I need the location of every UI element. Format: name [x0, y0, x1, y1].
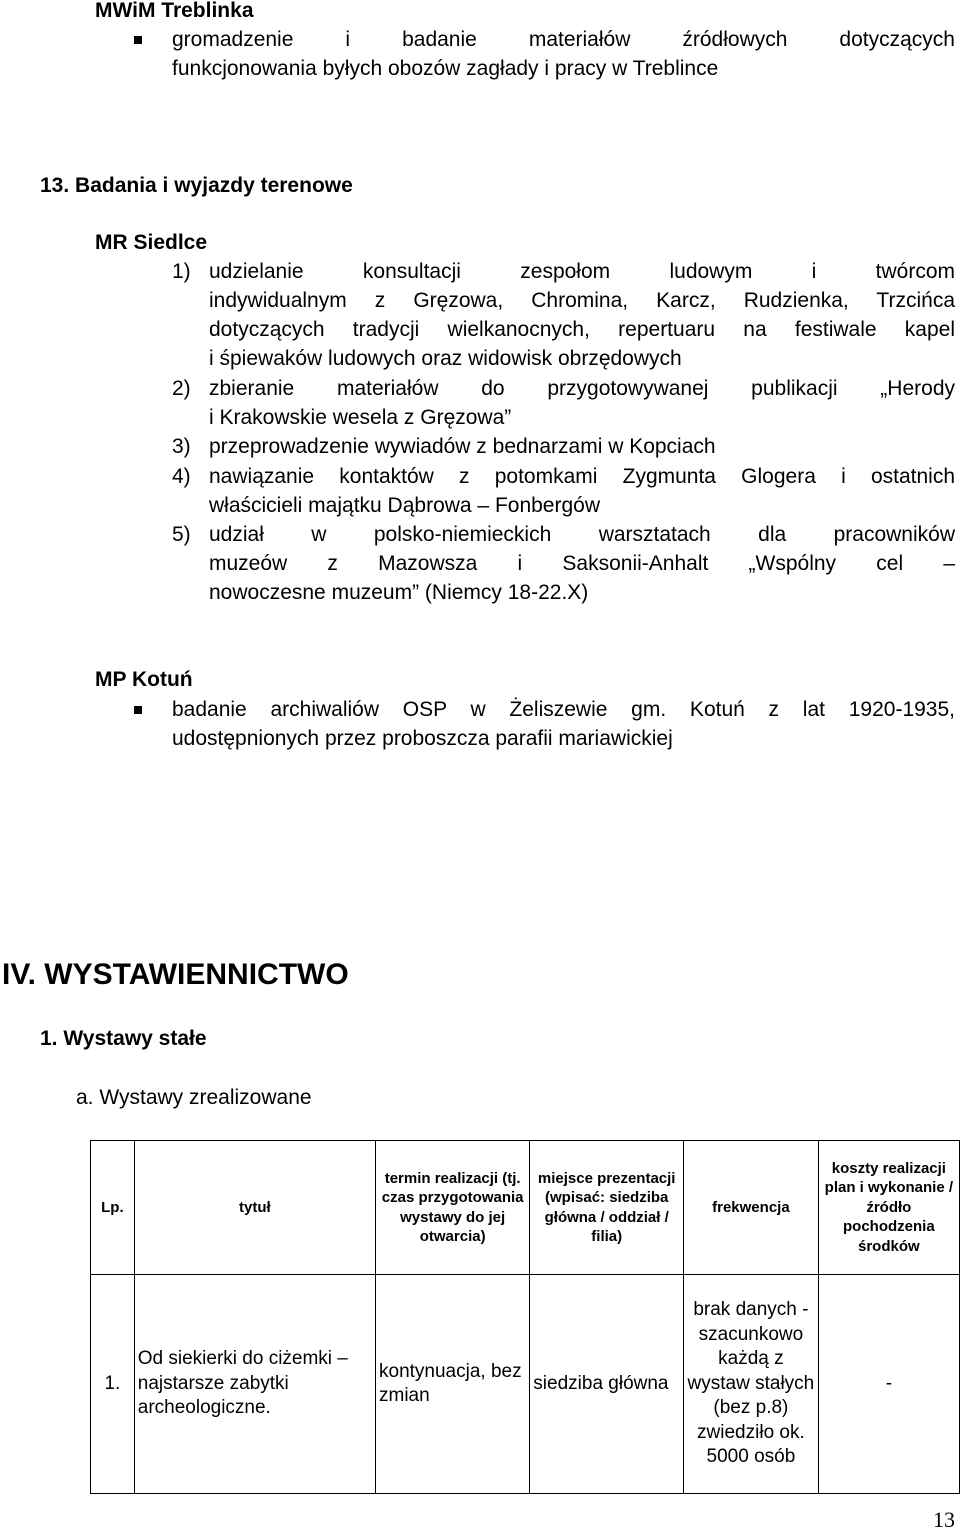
- section-iv-title: IV. WYSTAWIENNICTWO: [2, 958, 349, 991]
- cell-cost: -: [818, 1275, 959, 1494]
- list-item-number: 2): [172, 377, 191, 400]
- table-header-row: [91, 1141, 960, 1275]
- subsubsection-title: a. Wystawy zrealizowane: [76, 1086, 312, 1109]
- header-term: termin realizacji (tj. czas przygotowania wystawy do jej otwarcia): [376, 1141, 530, 1275]
- cell-title: Od siekierki do ciżemki – najstarsze zabytki archeologiczne.: [134, 1275, 375, 1494]
- list-item-line: muzeów z Mazowsza i Saksonii-Anhalt „Wspólny cel –: [209, 552, 955, 575]
- header-lp: Lp.: [91, 1141, 135, 1275]
- list-item-line: i śpiewaków ludowych oraz widowisk obrzędowych: [209, 347, 682, 370]
- section-13-title: 13. Badania i wyjazdy terenowe: [40, 174, 353, 197]
- treblinka-bullet-line2: funkcjonowania byłych obozów zagłady i pracy w Treblince: [172, 57, 719, 80]
- list-item-number: 4): [172, 465, 191, 488]
- list-item-line: i Krakowskie wesela z Gręzowa”: [209, 406, 512, 429]
- cell-term: kontynuacja, bez zmian: [376, 1275, 530, 1494]
- list-item-number: 5): [172, 523, 191, 546]
- header-cost: koszty realizacji plan i wykonanie / źródło pochodzenia środków: [818, 1141, 959, 1275]
- table-row: [91, 1275, 960, 1494]
- list-item-line: zbieranie materiałów do przygotowywanej publikacji „Herody: [209, 377, 955, 400]
- subsection-title: 1. Wystawy stałe: [40, 1027, 207, 1050]
- kotun-bullet-line1: badanie archiwaliów OSP w Żeliszewie gm. Kotuń z lat 1920-1935,: [172, 698, 955, 721]
- list-item-line: dotyczących tradycji wielkanocnych, repertuaru na festiwale kapel: [209, 318, 955, 341]
- bullet-icon: [134, 706, 142, 714]
- heading-treblinka: MWiM Treblinka: [95, 0, 254, 22]
- list-item-line: właścicieli majątku Dąbrowa – Fonbergów: [209, 494, 601, 517]
- cell-attendance: brak danych - szacunkowo każdą z wystaw stałych (bez p.8) zwiedziło ok. 5000 osób: [684, 1275, 819, 1494]
- page-number: 13: [933, 1507, 955, 1532]
- cell-place: siedziba główna: [530, 1275, 684, 1494]
- exhibitions-table: [90, 1140, 960, 1494]
- header-attendance: frekwencja: [684, 1141, 819, 1275]
- list-item-line: indywidualnym z Gręzowa, Chromina, Karcz, Rudzienka, Trzcińca: [209, 289, 955, 312]
- list-item-line: udzielanie konsultacji zespołom ludowym i twórcom: [209, 260, 955, 283]
- treblinka-bullet-line1: gromadzenie i badanie materiałów źródłowych dotyczących: [172, 28, 955, 51]
- list-item-number: 1): [172, 260, 191, 283]
- list-item-number: 3): [172, 435, 191, 458]
- kotun-bullet-line2: udostępnionych przez proboszcza parafii mariawickiej: [172, 727, 673, 750]
- heading-siedlce: MR Siedlce: [95, 231, 208, 254]
- cell-lp: 1.: [91, 1275, 135, 1494]
- list-item-line: nowoczesne muzeum” (Niemcy 18-22.X): [209, 581, 589, 604]
- header-place: miejsce prezentacji (wpisać: siedziba główna / oddział / filia): [530, 1141, 684, 1275]
- heading-kotun: MP Kotuń: [95, 668, 193, 691]
- header-title: tytuł: [134, 1141, 375, 1275]
- list-item-line: nawiązanie kontaktów z potomkami Zygmunta Glogera i ostatnich: [209, 465, 955, 488]
- list-item-line: przeprowadzenie wywiadów z bednarzami w Kopciach: [209, 435, 716, 458]
- list-item-line: udział w polsko-niemieckich warsztatach dla pracowników: [209, 523, 955, 546]
- bullet-icon: [134, 36, 142, 44]
